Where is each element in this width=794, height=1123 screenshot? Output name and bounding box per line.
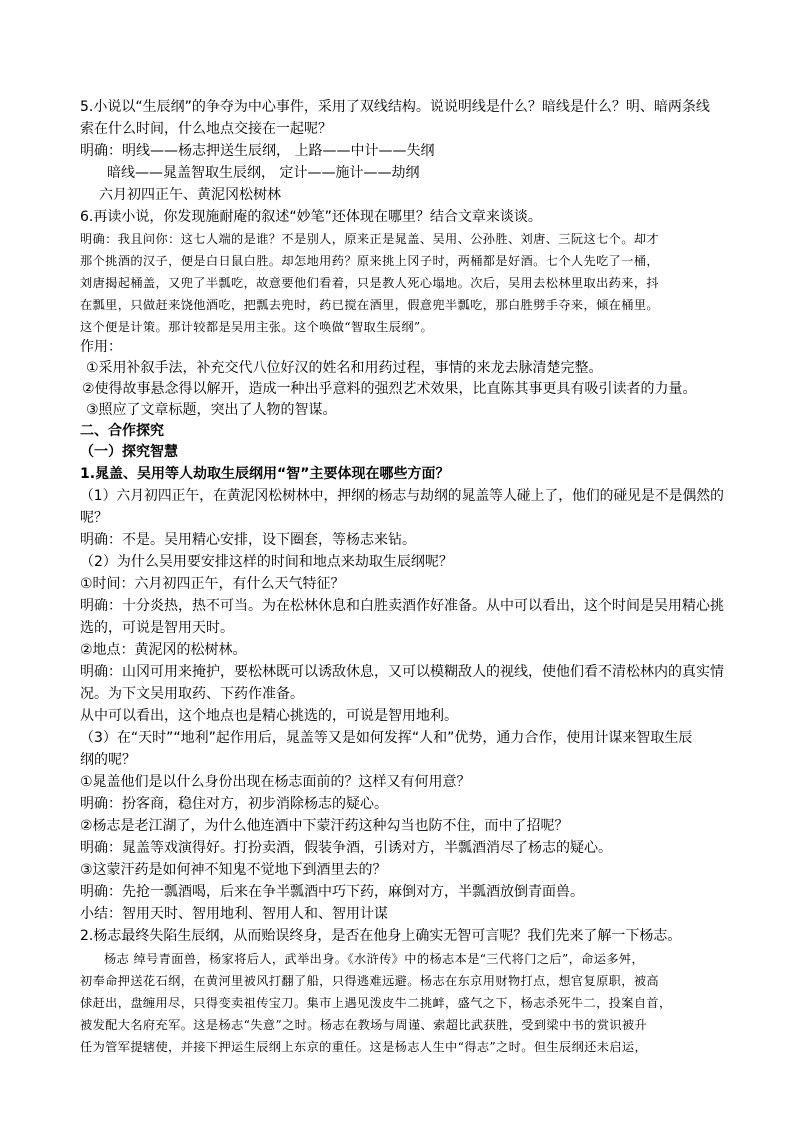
text-line: 索在什么时间，什么地点交接在一起呢？ (80, 121, 332, 137)
text-line: 小结：智用天时、智用地利、智用人和、智用计谋 (80, 906, 388, 922)
text-line: 六月初四正午、黄泥冈松树林 (99, 187, 281, 203)
text-line: 明确：扮客商，稳住对方，初步消除杨志的疑心。 (80, 796, 388, 812)
text-line: ①采用补叙手法，补充交代八位好汉的姓名和用药过程，事情的来龙去脉清楚完整。 (86, 360, 603, 376)
text-line: （2）为什么吴用要安排这样的时间和地点来劫取生辰纲呢？ (80, 554, 453, 570)
text-line: 初奉命押送花石纲，在黄河里被风打翻了船，只得逃难远避。杨志在东京用财物打点，想官复原职，被高 (80, 974, 660, 988)
text-line: （1）六月初四正午，在黄泥冈松树林中，押纲的杨志与劫纲的晁盖等人碰上了，他们的碰见是不是偶然的 (80, 488, 724, 504)
text-line: （3）在“天时”“地利”起作用后，晁盖等又是如何发挥“人和”优势，通力合作，使用计谋来智取生辰 (80, 730, 693, 746)
text-line: ③照应了文章标题，突出了人物的智谋。 (86, 402, 337, 418)
text-line: 这个便是计策。那计较都是吴用主张。这个唤做“智取生辰纲”。 (80, 320, 434, 334)
text-line: 明确：十分炎热，热不可当。为在松林休息和白胜卖酒作好准备。从中可以看出，这个时间是吴用精心挑 (80, 598, 724, 614)
text-line: 纲的呢？ (80, 752, 136, 768)
text-line: 况。为下文吴用取药、下药作准备。 (80, 686, 304, 702)
text-line: 6.再读小说，你发现施耐庵的叙述“妙笔”还体现在哪里？结合文章来谈谈。 (80, 209, 542, 225)
text-line: 那个挑酒的汉子，便是白日鼠白胜。却怎地用药？原来挑上冈子时，两桶都是好酒。七个人先吃了一桶， (80, 254, 660, 268)
text-line: 5.小说以“生辰纲”的争夺为中心事件，采用了双线结构。说说明线是什么？暗线是什么？明、暗两条线 (80, 99, 710, 115)
text-line: ③这蒙汗药是如何神不知鬼不觉地下到酒里去的？ (80, 862, 387, 878)
text-line: 明确：山冈可用来掩护，要松林既可以诱敌休息，又可以模糊敌人的视线，使他们看不清松林内的真实情 (80, 664, 724, 680)
text-line: ②使得故事悬念得以解开，造成一种出乎意料的强烈艺术效果，比直陈其事更具有吸引读者的力量。 (82, 381, 697, 397)
text-line: 俅赶出，盘缠用尽，只得变卖祖传宝刀。集市上遇见泼皮牛二挑衅，盛气之下，杨志杀死牛二，投案自首， (80, 996, 672, 1010)
text-line: ①时间：六月初四正午，有什么天气特征？ (80, 576, 345, 592)
text-line: 在瓢里，只做赶来饶他酒吃，把瓢去兜时，药已搅在酒里，假意兜半瓢吃，那白胜劈手夺来，倾在桶里。 (80, 298, 660, 312)
text-line: 明确：不是。吴用精心安排，设下圈套，等杨志来钻。 (80, 532, 416, 548)
text-line: 被发配大名府充军。这是杨志“失意”之时。杨志在教场与周谨、索超比武获胜，受到梁中书的赏识被升 (80, 1018, 648, 1032)
text-line: （一）探究智慧 (80, 444, 178, 460)
text-line: 明确：明线——杨志押送生辰纲， 上路——中计——失纲 (80, 143, 435, 159)
text-line: 二、合作探究 (80, 423, 164, 439)
text-line: 呢？ (80, 510, 108, 526)
text-line: ②杨志是老江湖了，为什么他连酒中下蒙汗药这种勾当也防不住，而中了招呢？ (80, 818, 569, 834)
text-line: 1.晁盖、吴用等人劫取生辰纲用“智”主要体现在哪些方面？ (80, 466, 450, 482)
text-line: 明确：晁盖等戏演得好。打扮卖酒，假装争酒，引诱对方，半瓢酒消尽了杨志的疑心。 (80, 840, 612, 856)
text-line: 杨志 绰号青面兽，杨家将后人，武举出身。《水浒传》中的杨志本是“三代将门之后”，命运多舛， (104, 952, 645, 966)
text-line: 2.杨志最终失陷生辰纲，从而贻误终身，是否在他身上确实无智可言呢？我们先来了解一下杨志。 (80, 928, 682, 944)
text-line: 刘唐揭起桶盖，又兜了半瓢吃，故意要他们看着，只是教人死心塌地。次后，吴用去松林里取出药来，抖 (80, 276, 660, 290)
text-line: 选的，可说是智用天时。 (80, 620, 234, 636)
text-line: 明确：先抢一瓢酒喝，后来在争半瓢酒中巧下药，麻倒对方，半瓢酒放倒青面兽。 (80, 884, 584, 900)
text-line: 明确：我且问你：这七人端的是谁？不是别人，原来正是晁盖、吴用、公孙胜、刘唐、三阮这七个。却才 (80, 232, 660, 246)
text-line: 从中可以看出，这个地点也是精心挑选的，可说是智用地利。 (80, 708, 458, 724)
text-line: ①晁盖他们是以什么身份出现在杨志面前的？这样又有何用意？ (80, 774, 471, 790)
text-line: 暗线——晁盖智取生辰纲， 定计——施计——劫纲 (107, 165, 420, 181)
text-line: 作用： (80, 339, 122, 355)
text-line: ②地点：黄泥冈的松树林。 (80, 642, 247, 658)
text-line: 任为管军提辖使，并接下押运生辰纲上东京的重任。这是杨志人生中“得志”之时。但生辰纲还未启运， (80, 1040, 648, 1054)
